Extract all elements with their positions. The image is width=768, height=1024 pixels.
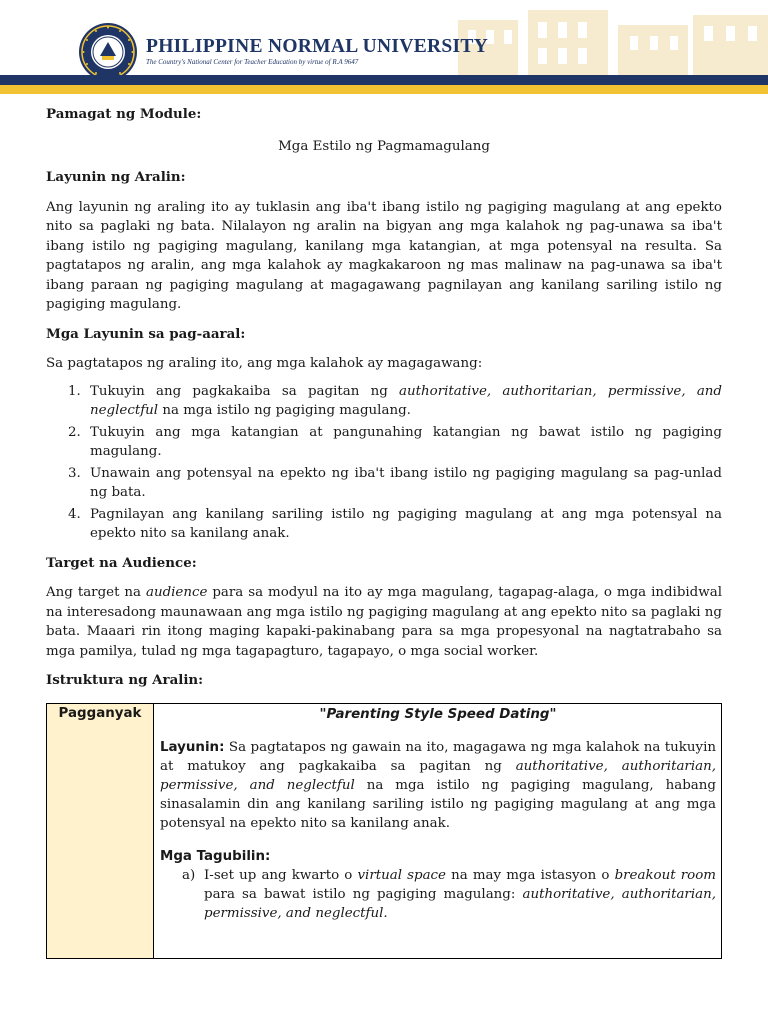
pagganyak-label: Pagganyak [58, 706, 142, 721]
table-left-cell [47, 704, 154, 958]
university-tagline: The Country's National Center for Teacher Education by virtue of R.A 9647 [146, 58, 359, 66]
lesson-structure-table [46, 703, 722, 959]
audience-heading: Target na Audience: [46, 554, 197, 571]
instructions-heading: Mga Tagubilin: [160, 849, 271, 864]
objectives-intro: Sa pagtatapos ng araling ito, ang mga kalahok ay magagawang: [46, 356, 483, 371]
audience-paragraph: Ang target na audience para sa modyul na ito ay mga magulang, tagapag-alaga, o mga indibidwal na interesadong maunawaan ang mga istilo ng pagiging magulang at ang epekto nito sa paglaki ng bata. Maaari rin itong maging kapaki-pakinabang para sa mga propesyonal na nagtatrabaho sa mga pamilya, tulad ng mga tagapagturo, tagapayo, o mga social worker. [46, 585, 722, 659]
layunin-paragraph: Ang layunin ng araling ito ay tuklasin ang iba't ibang istilo ng pagiging magulang at ang epekto nito sa paglaki ng bata. Nilalayon ng aralin na bigyan ang mga kalahok ng pag-unawa sa iba't ibang istilo ng pagiging magulang, kanilang mga katangian, at mga potensyal na resulta. Sa pagtatapos ng aralin, ang mga kalahok ay magkakaroon ng mas malinaw na pag-unawa sa iba't ibang paraan ng pagiging magulang at magagawang pagnilayan ang kanilang sariling istilo ng pagiging magulang. [46, 199, 722, 312]
structure-heading: Istruktura ng Aralin: [46, 672, 204, 688]
activity-objective: Layunin: Sa pagtatapos ng gawain na ito, magagawa ng mga kalahok na tukuyin at matukoy ang pagkakaiba sa pagitan ng authoritative, authoritarian, permissive, and neglectful na mga istilo ng pagiging magulang, habang sinasalamin din ang kanilang sariling istilo ng pagiging magulang at ang mga potensyal na epekto nito sa kanilang anak. [160, 740, 716, 831]
module-title-label: Pamagat ng Module: [46, 106, 202, 122]
objectives-heading: Mga Layunin sa pag-aaral: [46, 325, 246, 342]
university-name: PHILIPPINE NORMAL UNIVERSITY [146, 36, 489, 57]
page-header [0, 0, 768, 96]
module-title: Mga Estilo ng Pagmamagulang [278, 138, 490, 154]
instruction-step: a) I-set up ang kwarto o virtual space na may mga istasyon o breakout room para sa bawat istilo ng pagiging magulang: authoritative, authoritarian, permissive, and neglectful. [182, 868, 716, 921]
university-seal-icon [78, 22, 138, 82]
table-right-cell [160, 704, 716, 923]
objective-item: 4. Pagnilayan ang kanilang sariling istilo ng pagiging magulang at ang mga potensyal na epekto nito sa kanilang anak. [68, 506, 722, 541]
objective-item: 2. Tukuyin ang mga katangian at pangunahing katangian ng bawat istilo ng pagiging magulang. [68, 424, 722, 459]
activity-title: "Parenting Style Speed Dating" [319, 707, 557, 722]
objective-item: 3. Unawain ang potensyal na epekto ng iba't ibang istilo ng pagiging magulang sa pag-unlad ng bata. [68, 465, 722, 500]
layunin-heading: Layunin ng Aralin: [46, 169, 186, 185]
header-band-gold [0, 85, 768, 94]
objectives-list [46, 382, 722, 544]
module-content [46, 105, 722, 691]
header-band-navy [0, 75, 768, 85]
objective-item: 1. Tukuyin ang pagkakaiba sa pagitan ng authoritative, authoritarian, permissive, and neglectful na mga istilo ng pagiging magulang. [68, 383, 722, 418]
